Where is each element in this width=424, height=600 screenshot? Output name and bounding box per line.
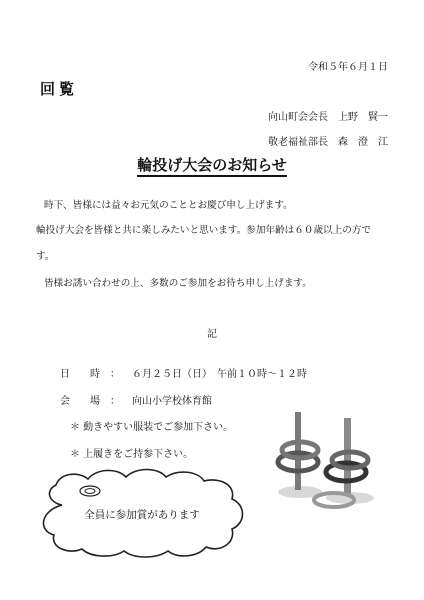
datetime-value: ６月２５日（日） 午前１０時～１２時	[132, 369, 307, 380]
issue-date: 令和５年６月１日	[308, 62, 388, 73]
body-paragraph-invite: 皆様お誘い合わせの上、多数のご参加をお待ち申し上げます。	[44, 278, 312, 289]
notice-title-text: 輪投げ大会のお知らせ	[137, 156, 287, 177]
ring-toss-illustration	[270, 400, 380, 510]
ki-marker: 記	[207, 329, 217, 340]
sender-chairman: 向山町会会長 上野 賢一	[268, 112, 388, 123]
venue-colon: ：	[110, 396, 120, 407]
notice-title	[0, 154, 424, 175]
body-paragraph-event: 輪投げ大会を皆様と共に楽しみたいと思います。参加年齢は６０歳以上の方で	[36, 225, 372, 236]
body-paragraph-event-cont: す。	[36, 251, 55, 262]
detail-row-datetime	[60, 365, 307, 380]
prize-callout: 全員に参加賞があります	[84, 509, 200, 521]
note-indoor-shoes: ＊ 上履きをご持参下さい。	[70, 449, 194, 460]
peg-right	[344, 418, 351, 496]
circulation-heading: 回覧	[40, 80, 79, 98]
body-paragraph-greeting: 時下、皆様には益々お元気のこととお慶び申し上げます。	[44, 200, 293, 211]
sender-welfare-head: 敬老福祉部長 森 澄 江	[268, 137, 388, 148]
datetime-colon: ：	[110, 369, 120, 380]
venue-value: 向山小学校体育館	[132, 396, 212, 407]
note-clothing: ＊ 動きやすい服装でご参加下さい。	[70, 422, 234, 433]
detail-row-venue	[60, 392, 212, 407]
datetime-label: 日 時	[60, 369, 100, 380]
venue-label: 会 場	[60, 396, 100, 407]
